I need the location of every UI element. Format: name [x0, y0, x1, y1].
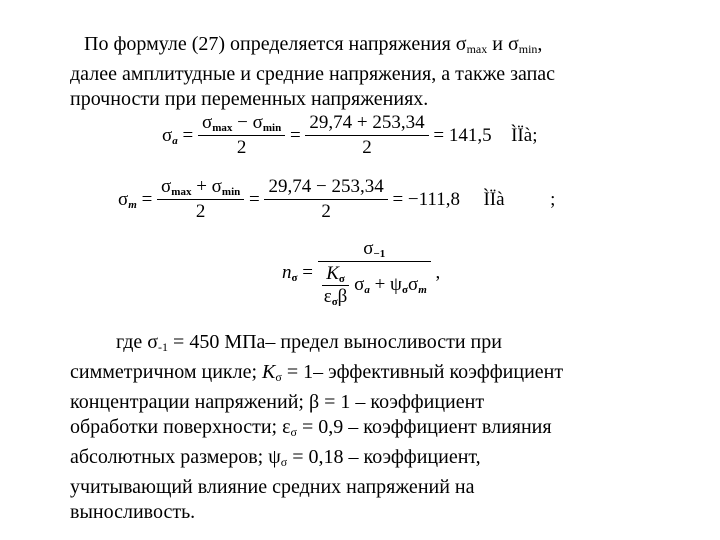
legend-line-1: где $\sigma_{-1} = 450$ МПа– предел выносливости при	[116, 331, 502, 354]
fraction: $\frac{29,74 - 253,34}{2}$	[264, 176, 387, 223]
fraction: $\frac{\sigma_{max} + \sigma_{min}}{2}$	[157, 176, 244, 223]
fraction: $\frac{29,74 + 253,34}{2}$	[305, 112, 428, 159]
legend-line-7: выносливость.	[70, 501, 196, 523]
formula-sigma-a: $\sigma_a$ = $\frac{\sigma_{max} - \sigma_{min}}{2}$ = $\frac{29,74 + 253,34}{2}$ = 141,5 ÌÏà;	[162, 112, 538, 158]
intro-line-1: По формуле (27) определяется напряжения $\sigma_{max}$ и $\sigma_{min}$,	[84, 33, 543, 56]
legend-line-4: обработки поверхности; $\varepsilon_\sigma = 0,9$ – коэффициент влияния	[70, 416, 552, 439]
formula-sigma-m: $\sigma_m$ = $\frac{\sigma_{max} + \sigma_{min}}{2}$ = $\frac{29,74 - 253,34}{2}$ = −111,8 ÌÏà ;	[118, 176, 556, 222]
legend-line-5: абсолютных размеров; $\psi_\sigma = 0,18$ – коэффициент,	[70, 446, 481, 469]
intro-paragraph	[70, 32, 670, 112]
intro-line-3: прочности при переменных напряжениях.	[70, 88, 429, 110]
legend-line-6: учитывающий влияние средних напряжений на	[70, 476, 475, 498]
intro-line-2: далее амплитудные и средние напряжения, а также запас	[70, 63, 556, 85]
legend-line-2: симметричном цикле; $K_\sigma = 1-$ эффективный коэффициент	[70, 361, 564, 384]
fraction: $\frac{\sigma_{max} - \sigma_{min}}{2}$	[198, 112, 285, 159]
legend-paragraph	[70, 330, 670, 525]
fraction: $\sigma_{-1}$ $\frac{K_\sigma}{\varepsilon_\sigma\beta}$ $\sigma_a + \psi_\sigma\sigma_m$	[318, 238, 431, 308]
unit-label: ÌÏà;	[511, 124, 538, 146]
unit-label: ÌÏà	[483, 188, 505, 210]
legend-line-3: концентрации напряжений; β = 1 – коэффициент	[70, 391, 485, 413]
formula-n-sigma: $n_\sigma$ = $\sigma_{-1}$ $\frac{K_\sigma}{\varepsilon_\sigma\beta}$ $\sigma_a + \psi_\sigma\sigma_m$ ,	[282, 238, 441, 308]
